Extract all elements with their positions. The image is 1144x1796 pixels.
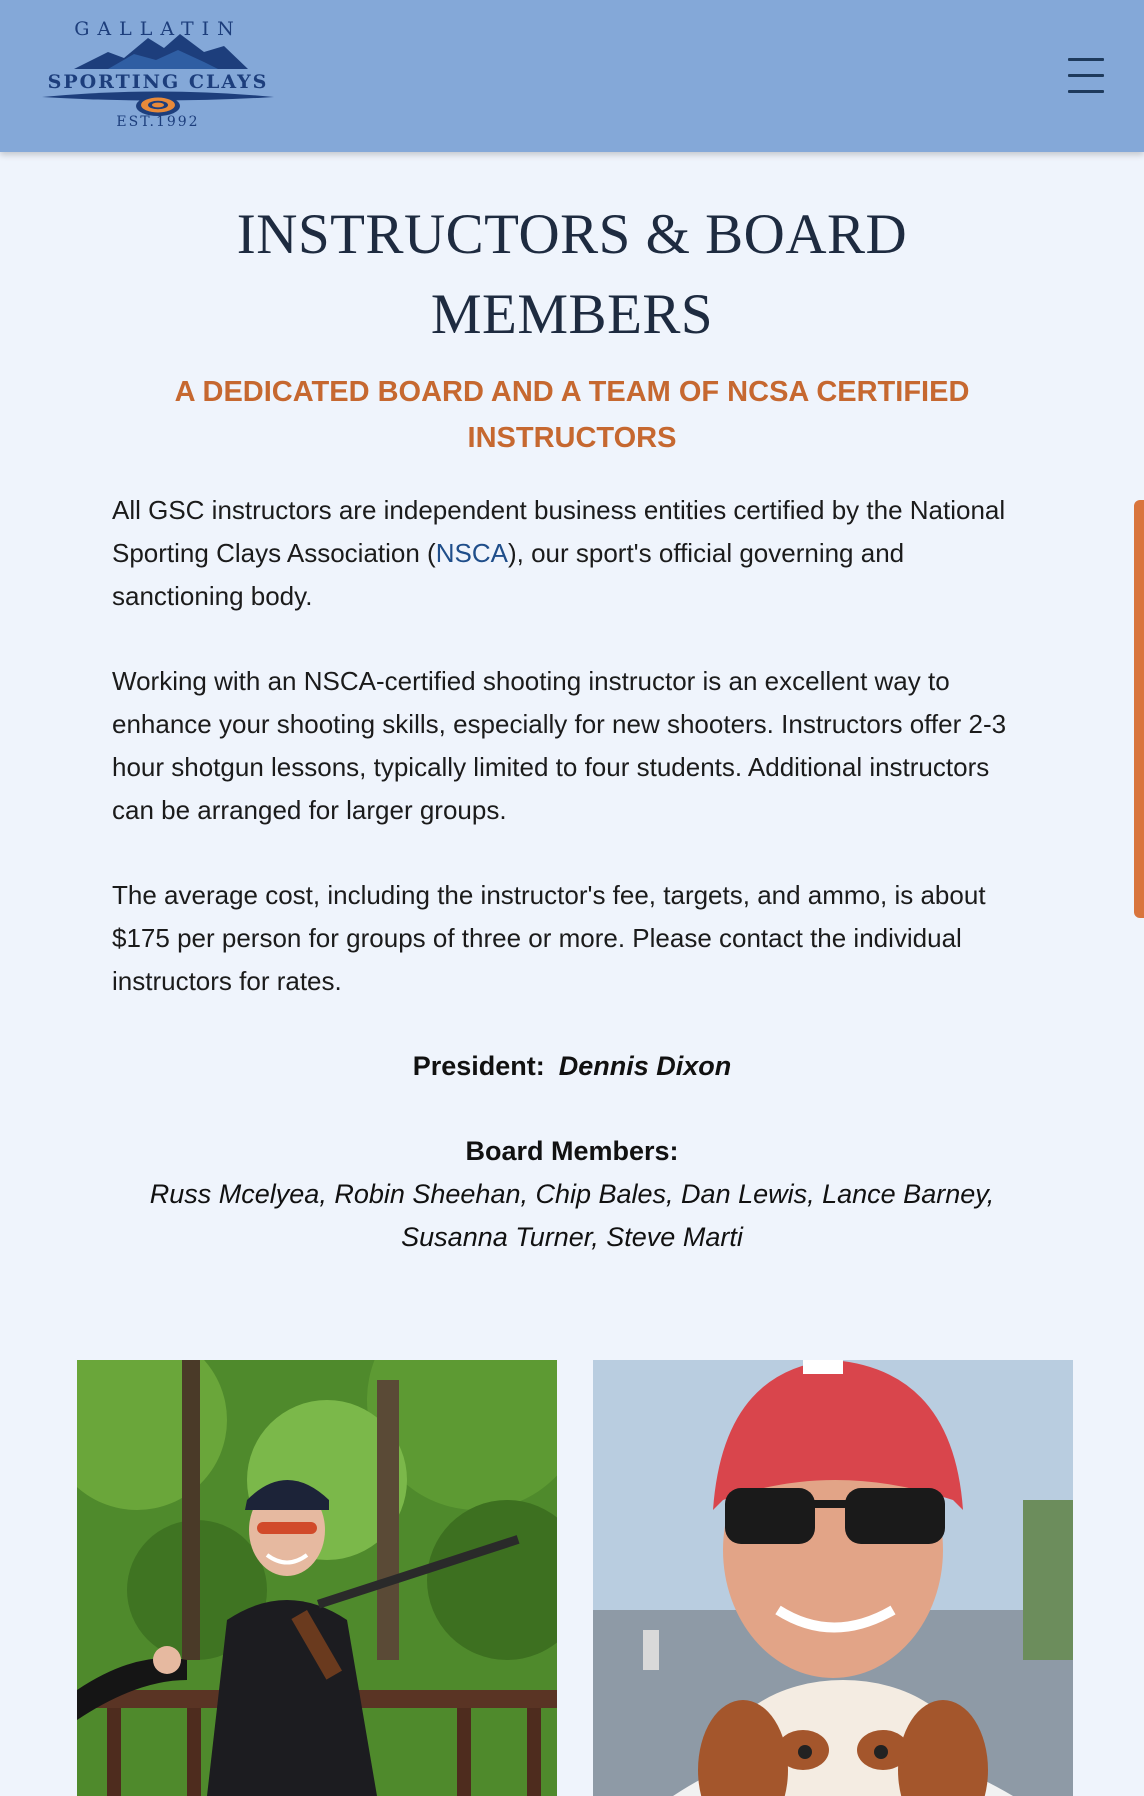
hamburger-menu-icon[interactable] xyxy=(1066,56,1106,94)
scroll-indicator[interactable] xyxy=(1134,500,1144,918)
intro-text-before-link: All GSC instructors are independent business entities certified by the National Sporting Clays Association ( xyxy=(112,495,1006,568)
site-header xyxy=(0,0,1144,152)
lessons-paragraph: Working with an NSCA-certified shooting instructor is an excellent way to enhance your shooting skills, especially for new shooters. Instructors offer 2-3 hour shotgun lessons, typically limited to four students. Additional instructors can be arranged for larger groups. xyxy=(112,666,1007,825)
menu-line xyxy=(1068,58,1104,61)
intro-paragraph xyxy=(112,489,1032,618)
menu-line xyxy=(1068,74,1104,77)
logo[interactable] xyxy=(38,14,278,140)
board-members-section xyxy=(112,1130,1032,1259)
logo-est-text: EST.1992 xyxy=(116,114,200,130)
intro-text-after-link: ), our sport's official governing and sanctioning body. xyxy=(112,538,905,611)
nsca-link[interactable]: NSCA xyxy=(435,538,508,568)
instructor-photo-man-with-dog[interactable] xyxy=(593,1360,1073,1796)
page-title: INSTRUCTORS & BOARD MEMBERS xyxy=(236,203,908,346)
instructor-photo-woman[interactable] xyxy=(77,1360,557,1796)
instructor-photo-man-image xyxy=(593,1360,1073,1796)
president-name: Dennis Dixon xyxy=(558,1051,732,1081)
logo-main-text: SPORTING CLAYS xyxy=(47,71,269,93)
president-label: President: xyxy=(412,1051,545,1081)
board-members-names: Russ Mcelyea, Robin Sheehan, Chip Bales, Dan Lewis, Lance Barney, Susanna Turner, Steve Marti xyxy=(149,1179,995,1252)
menu-line xyxy=(1068,90,1104,93)
cost-paragraph: The average cost, including the instructor's fee, targets, and ammo, is about $175 per person for groups of three or more. Please contact the individual instructors for rates. xyxy=(112,880,986,996)
board-members-label: Board Members: xyxy=(465,1136,679,1166)
instructor-photo-woman-image xyxy=(77,1360,557,1796)
president-line xyxy=(112,1045,1032,1088)
logo-top-text: GALLATIN xyxy=(74,18,242,40)
main-content xyxy=(112,195,1032,1259)
page-subtitle: A DEDICATED BOARD AND A TEAM OF NCSA CERTIFIED INSTRUCTORS xyxy=(174,376,970,454)
